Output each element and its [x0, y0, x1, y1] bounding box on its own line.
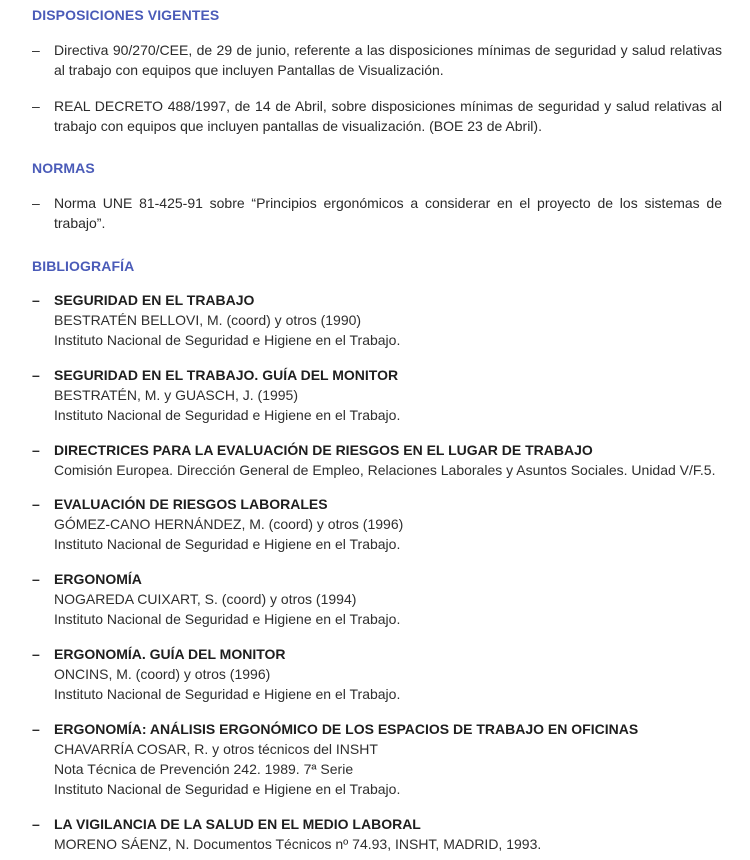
bibliography-line: Instituto Nacional de Seguridad e Higiene en el Trabajo.: [54, 686, 401, 702]
bibliography-line: Comisión Europea. Dirección General de Empleo, Relaciones Laborales y Asuntos Sociales. Unidad V/F.5.: [54, 462, 716, 478]
dash-bullet: –: [32, 98, 40, 114]
disposicion-item: [32, 96, 722, 136]
dash-bullet: –: [32, 646, 40, 662]
bibliography-line: CHAVARRÍA COSAR, R. y otros técnicos del INSHT: [54, 741, 378, 757]
bibliography-line: Instituto Nacional de Seguridad e Higiene en el Trabajo.: [54, 781, 401, 797]
dash-bullet: –: [32, 442, 40, 458]
dash-bullet: –: [32, 292, 40, 308]
disposicion-text: REAL DECRETO 488/1997, de 14 de Abril, sobre disposiciones mínimas de seguridad y salud relativas al trabajo con equipos que incluyen pantallas de visualización. (BOE 23 de Abril).: [54, 98, 722, 134]
bibliography-entry: [32, 365, 732, 425]
bibliography-title: ERGONOMÍA: ANÁLISIS ERGONÓMICO DE LOS ESPACIOS DE TRABAJO EN OFICINAS: [54, 721, 639, 737]
disposicion-item: [32, 40, 722, 80]
section-title-normas: NORMAS: [32, 160, 95, 176]
bibliography-entry: [32, 719, 732, 799]
bibliography-entry: [32, 440, 732, 480]
bibliography-entry: [32, 569, 732, 629]
dash-bullet: –: [32, 816, 40, 832]
bibliography-title: DIRECTRICES PARA LA EVALUACIÓN DE RIESGOS EN EL LUGAR DE TRABAJO: [54, 442, 593, 458]
bibliography-line: Instituto Nacional de Seguridad e Higiene en el Trabajo.: [54, 407, 401, 423]
bibliography-line: GÓMEZ-CANO HERNÁNDEZ, M. (coord) y otros (1996): [54, 516, 404, 532]
bibliography-line: ONCINS, M. (coord) y otros (1996): [54, 666, 271, 682]
section-title-disposiciones: DISPOSICIONES VIGENTES: [32, 7, 220, 23]
dash-bullet: –: [32, 496, 40, 512]
bibliography-line: BESTRATÉN, M. y GUASCH, J. (1995): [54, 387, 299, 403]
norma-item: [32, 193, 722, 233]
bibliography-title: EVALUACIÓN DE RIESGOS LABORALES: [54, 496, 328, 512]
dash-bullet: –: [32, 721, 40, 737]
bibliography-line: BESTRATÉN BELLOVI, M. (coord) y otros (1990): [54, 312, 362, 328]
dash-bullet: –: [32, 195, 40, 211]
bibliography-line: NOGAREDA CUIXART, S. (coord) y otros (1994): [54, 591, 357, 607]
bibliography-entry: [32, 290, 732, 350]
bibliography-title: SEGURIDAD EN EL TRABAJO: [54, 292, 255, 308]
bibliography-title: ERGONOMÍA. GUÍA DEL MONITOR: [54, 646, 286, 662]
bibliography-title: SEGURIDAD EN EL TRABAJO. GUÍA DEL MONITOR: [54, 367, 399, 383]
dash-bullet: –: [32, 571, 40, 587]
section-title-bibliografia: BIBLIOGRAFÍA: [32, 258, 135, 274]
bibliography-line: Instituto Nacional de Seguridad e Higiene en el Trabajo.: [54, 611, 401, 627]
bibliography-line: Instituto Nacional de Seguridad e Higiene en el Trabajo.: [54, 332, 401, 348]
dash-bullet: –: [32, 42, 40, 58]
bibliography-line: MORENO SÁENZ, N. Documentos Técnicos nº 74.93, INSHT, MADRID, 1993.: [54, 836, 542, 852]
bibliography-entry: [32, 814, 732, 854]
bibliography-entry: [32, 494, 732, 554]
disposicion-text: Directiva 90/270/CEE, de 29 de junio, referente a las disposiciones mínimas de seguridad y salud relativas al trabajo con equipos que incluyen Pantallas de Visualización.: [54, 42, 722, 78]
bibliography-title: ERGONOMÍA: [54, 571, 142, 587]
bibliography-title: LA VIGILANCIA DE LA SALUD EN EL MEDIO LABORAL: [54, 816, 421, 832]
bibliography-line: Instituto Nacional de Seguridad e Higiene en el Trabajo.: [54, 536, 401, 552]
norma-text: Norma UNE 81-425-91 sobre “Principios ergonómicos a considerar en el proyecto de los sistemas de trabajo”.: [54, 195, 722, 231]
bibliography-line: Nota Técnica de Prevención 242. 1989. 7ª Serie: [54, 761, 354, 777]
dash-bullet: –: [32, 367, 40, 383]
bibliography-entry: [32, 644, 732, 704]
